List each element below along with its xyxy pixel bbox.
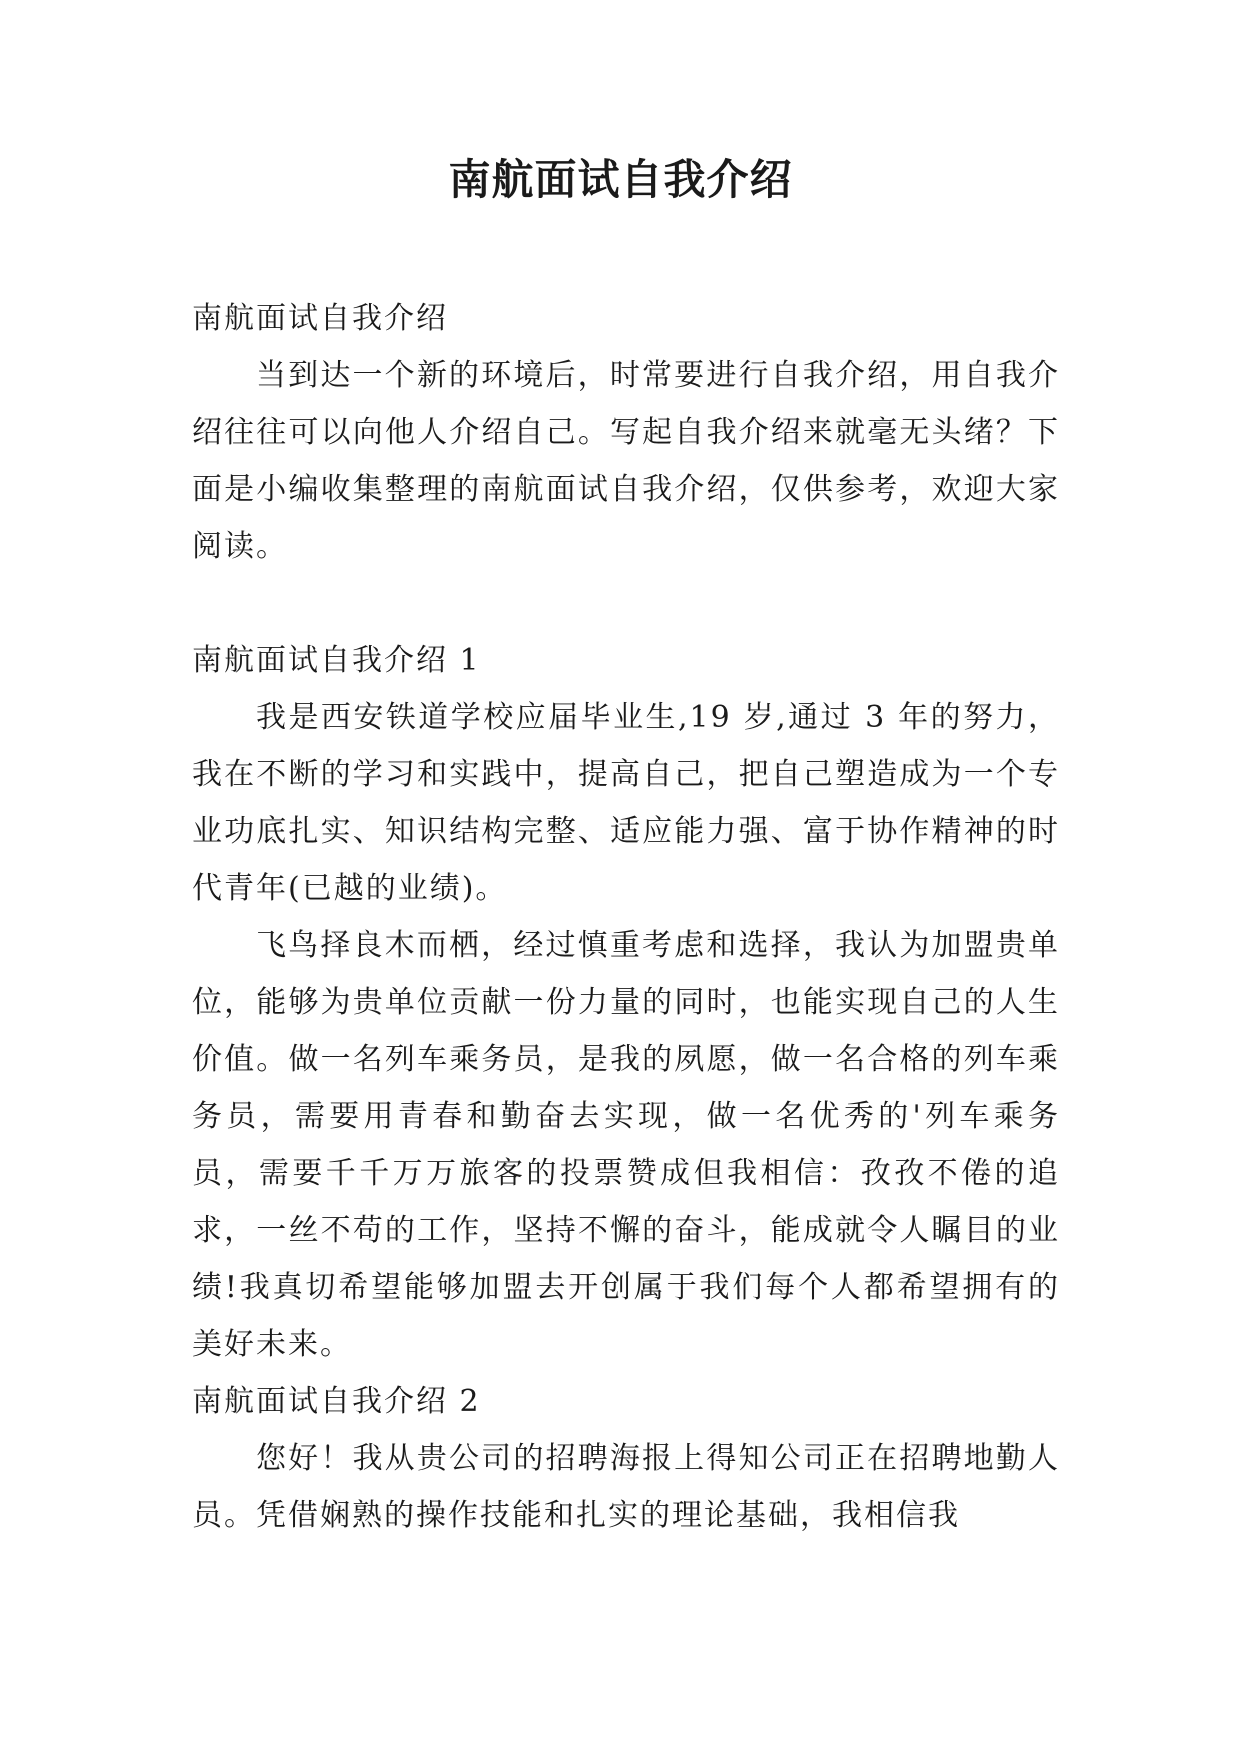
section-heading-1: 南航面试自我介绍 1 (192, 643, 481, 678)
intro-heading: 南航面试自我介绍 (192, 301, 448, 336)
document-title: 南航面试自我介绍 (448, 155, 793, 204)
section-1-paragraph-2: 飞鸟择良木而栖，经过慎重考虑和选择，我认为加盟贵单位，能够为贵单位贡献一份力量的同时，也能实现自己的人生价值。做一名列车乘务员，是我的夙愿，做一名合格的列车乘务员，需要用青春和勤奋去实现，做一名优秀的'列车乘务员，需要千千万万旅客的投票赞成但我相信：孜孜不倦的追求，一丝不苟的工作，坚持不懈的奋斗，能成就令人瞩目的业绩!我真切希望能够加盟去开创属于我们每个人都希望拥有的美好未来。 (192, 928, 1060, 1362)
section-2-paragraph-1: 您好！我从贵公司的招聘海报上得知公司正在招聘地勤人员。凭借娴熟的操作技能和扎实的理论基础，我相信我 (192, 1441, 1060, 1533)
document-body (192, 290, 1060, 1544)
intro-paragraph: 当到达一个新的环境后，时常要进行自我介绍，用自我介绍往往可以向他人介绍自己。写起自我介绍来就毫无头绪？下面是小编收集整理的南航面试自我介绍，仅供参考，欢迎大家阅读。 (192, 358, 1060, 564)
section-1-paragraph-1: 我是西安铁道学校应届毕业生,19 岁,通过 3 年的努力，我在不断的学习和实践中，提高自己，把自己塑造成为一个专业功底扎实、知识结构完整、适应能力强、富于协作精神的时代青年(已越的业绩)。 (192, 700, 1060, 906)
section-heading-2: 南航面试自我介绍 2 (192, 1384, 481, 1419)
section-spacer (192, 575, 1060, 632)
